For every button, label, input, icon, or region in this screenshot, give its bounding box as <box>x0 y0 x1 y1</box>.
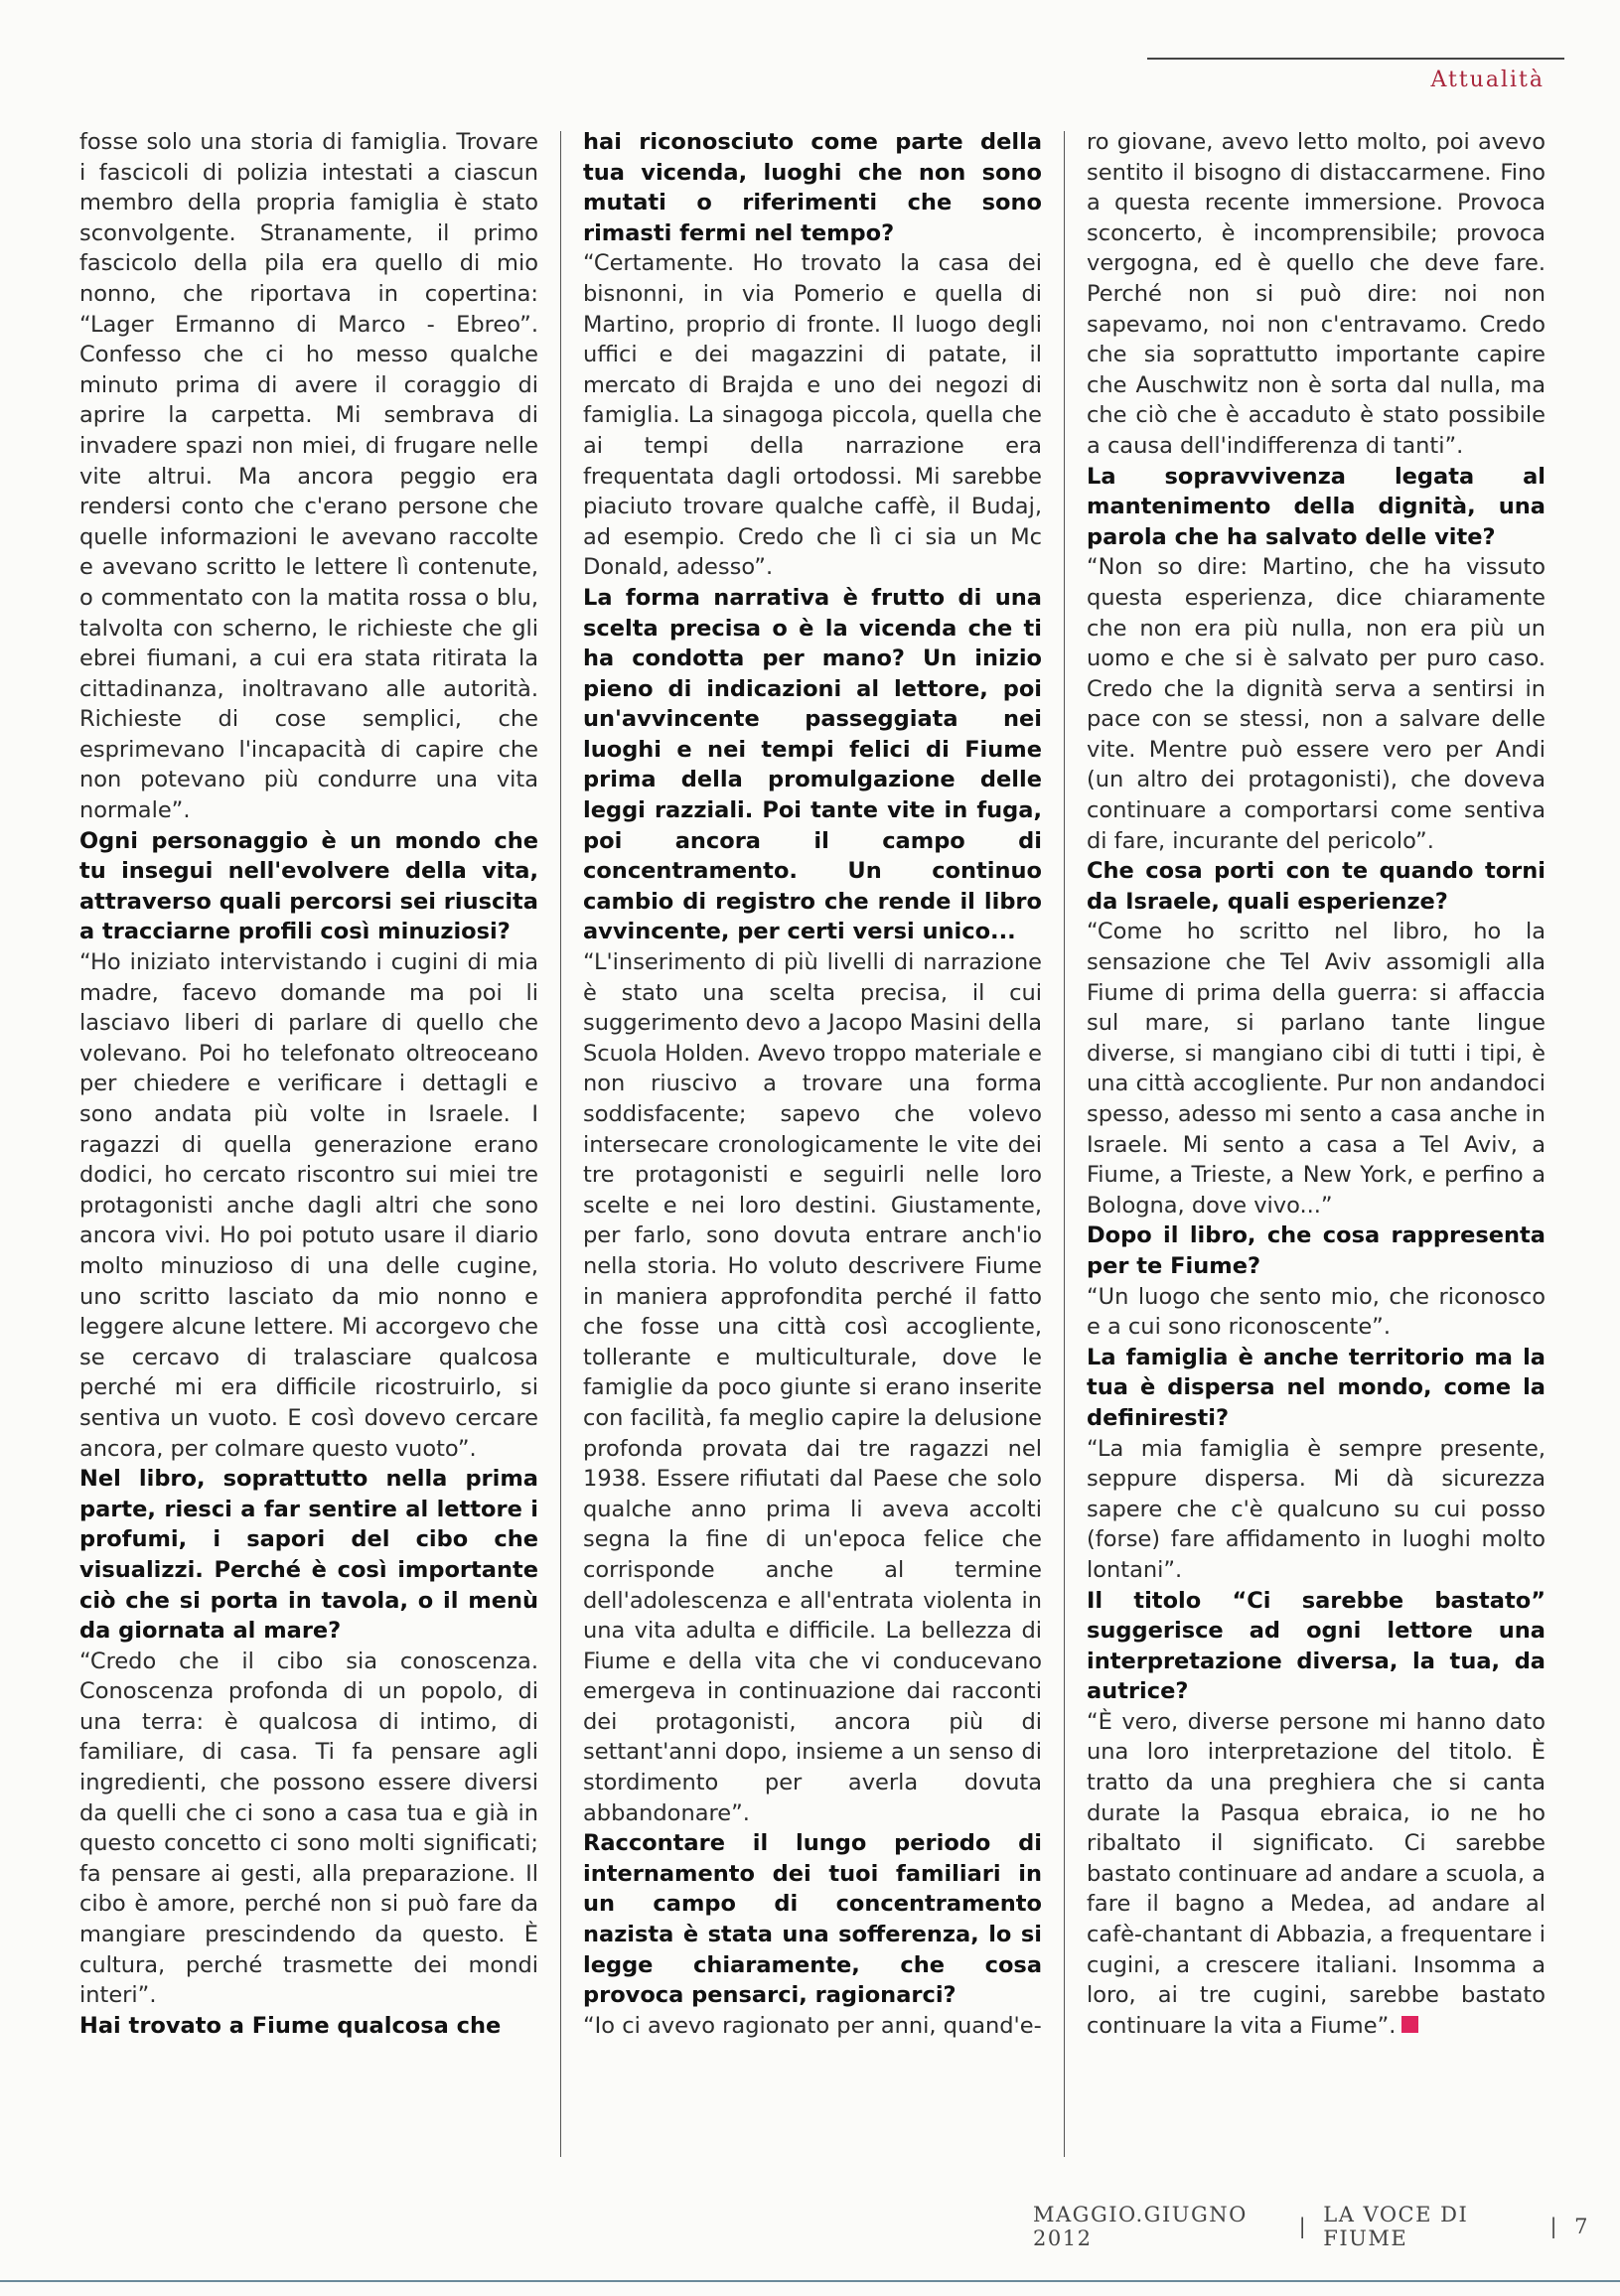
column-divider <box>1064 131 1065 2157</box>
interview-question: Nel libro, soprattutto nella prima parte, riesci a far sentire al lettore i profumi, i sapori del cibo che visualizzi. Perché è così importante ciò che si porta in tavola, o il menù da giornata al mare? <box>79 1466 538 1645</box>
magazine-name: LA VOCE DI FIUME <box>1323 2203 1469 2250</box>
interview-answer: “L'inserimento di più livelli di narrazione è stato una scelta precisa, il cui suggerimento devo a Jacopo Masini della Scuola Holden. Avevo troppo materiale e non riuscivo a trovare una forma soddisfacente; sapevo che volevo intersecare cronologicamente le vite dei tre protagonisti e seguirli nelle loro scelte e nei loro destini. Giustamente, per farlo, sono dovuta entrare anch'io nella storia. Ho voluto descrivere Fiume in maniera approfondita perché il fatto che fosse una città così accogliente, tollerante e multiculturale, dove le famiglie da poco giunte si erano inserite con facilità, fa meglio capire la delusione profonda provata dai tre ragazzi nel 1938. Essere rifiutati dal Paese che solo qualche anno prima li aveva accolti segna la fine di un'epoca felice che corrisponde anche al termine dell'adolescenza e all'entrata violenta in una vita adulta e difficile. La bellezza di Fiume e della vita che vi conducevano emergeva in continuazione dai racconti dei protagonisti, ancora più di settant'anni dopo, insieme a un senso di stordimento per averla dovuta abbandonare”. <box>583 949 1042 1826</box>
interview-question: Il titolo “Ci sarebbe bastato” suggerisce ad ogni lettore una interpretazione diversa, la tua, da autrice? <box>1087 1587 1546 1705</box>
interview-answer: “Credo che il cibo sia conoscenza. Conoscenza profonda di un popolo, di una terra: è qualcosa di intimo, di familiare, di casa. Ti fa pensare agli ingredienti, che possono essere diversi da quelli che ci sono a casa tua e già in questo concetto ci sono molti significati; fa pensare ai gesti, alla preparazione. Il cibo è amore, perché non si può fare da mangiare prescindendo da questo. È cultura, perché trasmette dei mondi interi”. <box>79 1648 538 2009</box>
interview-answer: “Un luogo che sento mio, che riconosco e a cui sono riconoscente”. <box>1087 1283 1546 1341</box>
interview-question: Dopo il libro, che cosa rappresenta per te Fiume? <box>1087 1222 1546 1279</box>
interview-question: Ogni personaggio è un mondo che tu insegui nell'evolvere della vita, attraverso quali percorsi sei riuscita a tracciarne profili così minuziosi? <box>79 827 538 945</box>
interview-question: La famiglia è anche territorio ma la tua è dispersa nel mondo, come la definiresti? <box>1087 1344 1546 1431</box>
end-of-article-mark <box>1401 2016 1418 2033</box>
interview-question: La sopravvivenza legata al mantenimento della dignità, una parola che ha salvato delle vite? <box>1087 463 1546 550</box>
text-column-3 <box>1087 127 1546 2183</box>
interview-answer: “È vero, diverse persone mi hanno dato una loro interpretazione del titolo. È tratto da una preghiera che si canta durate la Pasqua ebraica, io ne ho ribaltato il significato. Ci sarebbe bastato continuare ad andare a scuola, a fare il bagno a Medea, ad andare al cafè-chantant di Abbazia, a frequentare i cugini, a crescere italiani. Insomma a loro, ai tre cugini, sarebbe bastato continuare la vita a Fiume”. <box>1087 1708 1546 2039</box>
interview-answer: fosse solo una storia di famiglia. Trovare i fascicoli di polizia intestati a ciascun membro della propria famiglia è stato sconvolgente. Stranamente, il primo fascicolo della pila era quello di mio nonno, che riportava in copertina: “Lager Ermanno di Marco - Ebreo”. Confesso che ci ho messo qualche minuto prima di avere il coraggio di aprire la carpetta. Mi sembrava di invadere spazi non miei, di frugare nelle vite altrui. Ma ancora peggio era rendersi conto che c'erano persone che quelle informazioni le avevano raccolte e avevano scritto le lettere lì contenute, o commentato con la matita rossa o blu, talvolta con scherno, le richieste che gli ebrei fiumani, a cui era stata ritirata la cittadinanza, inoltravano alle autorità. Richieste di cose semplici, che esprimevano l'incapacità di capire che non potevano più condurre una vita normale”. <box>79 129 538 824</box>
page-footer <box>1033 2203 1589 2250</box>
interview-answer: “Certamente. Ho trovato la casa dei bisnonni, in via Pomerio e quella di Martino, proprio di fronte. Il luogo degli uffici e dei magazzini di patate, il mercato di Brajda e uno dei negozi di famiglia. La sinagoga piccola, quella che ai tempi della narrazione era frequentata dagli ortodossi. Mi sarebbe piaciuto trovare qualche caffè, il Budaj, ad esempio. Credo che lì ci sia un Mc Donald, adesso”. <box>583 250 1042 581</box>
section-label: Attualità <box>1430 68 1545 92</box>
issue-date: MAGGIO.GIUGNO 2012 <box>1033 2203 1248 2250</box>
interview-answer: “Io ci avevo ragionato per anni, quand'e- <box>583 2012 1042 2039</box>
interview-answer: “La mia famiglia è sempre presente, seppure dispersa. Mi dà sicurezza sapere che c'è qualcuno su cui posso (forse) fare affidamento in luoghi molto lontani”. <box>1087 1435 1546 1583</box>
interview-answer: “Ho iniziato intervistando i cugini di mia madre, facevo domande ma poi li lasciavo liberi di parlare di quello che volevano. Poi ho telefonato oltreoceano per chiedere e verificare i dettagli e sono andata più volte in Israele. I ragazzi di quella generazione erano dodici, ho cercato riscontro sui miei tre protagonisti anche dagli altri che sono ancora vivi. Ho poi potuto usare il diario molto minuzioso di una delle cugine, uno scritto lasciato da mio nonno e leggere alcune lettere. Mi accorgevo che se cercavo di tralasciare qualcosa perché mi era difficile ricostruirlo, si sentiva un vuoto. E così dovevo cercare ancora, per colmare questo vuoto”. <box>79 949 538 1462</box>
interview-question: Che cosa porti con te quando torni da Israele, quali esperienze? <box>1087 858 1546 915</box>
interview-answer: “Come ho scritto nel libro, ho la sensazione che Tel Aviv assomigli alla Fiume di prima della guerra: si affaccia sul mare, si parlano tante lingue diverse, si mangiano cibi di tutti i tipi, è una città accogliente. Pur non andandoci spesso, adesso mi sento a casa anche in Israele. Mi sento a casa a Tel Aviv, a Fiume, a Trieste, a New York, e perfino a Bologna, dove vivo...” <box>1087 919 1546 1219</box>
interview-answer: “Non so dire: Martino, che ha vissuto questa esperienza, dice chiaramente che non era più nulla, non era più un uomo e che si è salvato per puro caso. Credo che la dignità serva a sentirsi in pace con se stessi, non a salvare delle vite. Mentre può essere vero per Andi (un altro dei protagonisti), che doveva continuare a comportarsi come sentiva di fare, incurante del pericolo”. <box>1087 554 1546 854</box>
text-column-2 <box>583 127 1042 2183</box>
interview-question: hai riconosciuto come parte della tua vicenda, luoghi che non sono mutati o riferimenti che sono rimasti fermi nel tempo? <box>583 129 1042 246</box>
article-body <box>79 127 1546 2183</box>
column-divider <box>560 131 561 2157</box>
text-column-1 <box>79 127 538 2183</box>
footer-separator: | <box>1298 2215 1308 2238</box>
footer-separator: | <box>1549 2215 1559 2238</box>
header-rule <box>1147 58 1564 60</box>
interview-question: La forma narrativa è frutto di una scelta precisa o è la vicenda che ti ha condotta per mano? Un inizio pieno di indicazioni al lettore, poi un'avvincente passeggiata nei luoghi e nei tempi felici di Fiume prima della promulgazione delle leggi razziali. Poi tante vite in fuga, poi ancora il campo di concentramento. Un continuo cambio di registro che rende il libro avvincente, per certi versi unico... <box>583 584 1042 945</box>
interview-question: Hai trovato a Fiume qualcosa che <box>79 2012 502 2039</box>
bottom-rule <box>0 2280 1620 2282</box>
interview-question: Raccontare il lungo periodo di internamento dei tuoi familiari in un campo di concentramento nazista è stata una sofferenza, lo si legge chiaramente, che cosa provoca pensarci, ragionarci? <box>583 1830 1042 2009</box>
page-number: 7 <box>1574 2215 1589 2238</box>
interview-answer: ro giovane, avevo letto molto, poi avevo sentito il bisogno di distaccarmene. Fino a questa recente immersione. Provoca sconcerto, è incomprensibile; provoca vergogna, ed è quello che deve fare. Perché non si può dire: noi non sapevamo, noi non c'entravamo. Credo che sia soprattutto importante capire che Auschwitz non è sorta dal nulla, ma che ciò che è accaduto è stato possibile a causa dell'indifferenza di tanti”. <box>1087 129 1546 459</box>
